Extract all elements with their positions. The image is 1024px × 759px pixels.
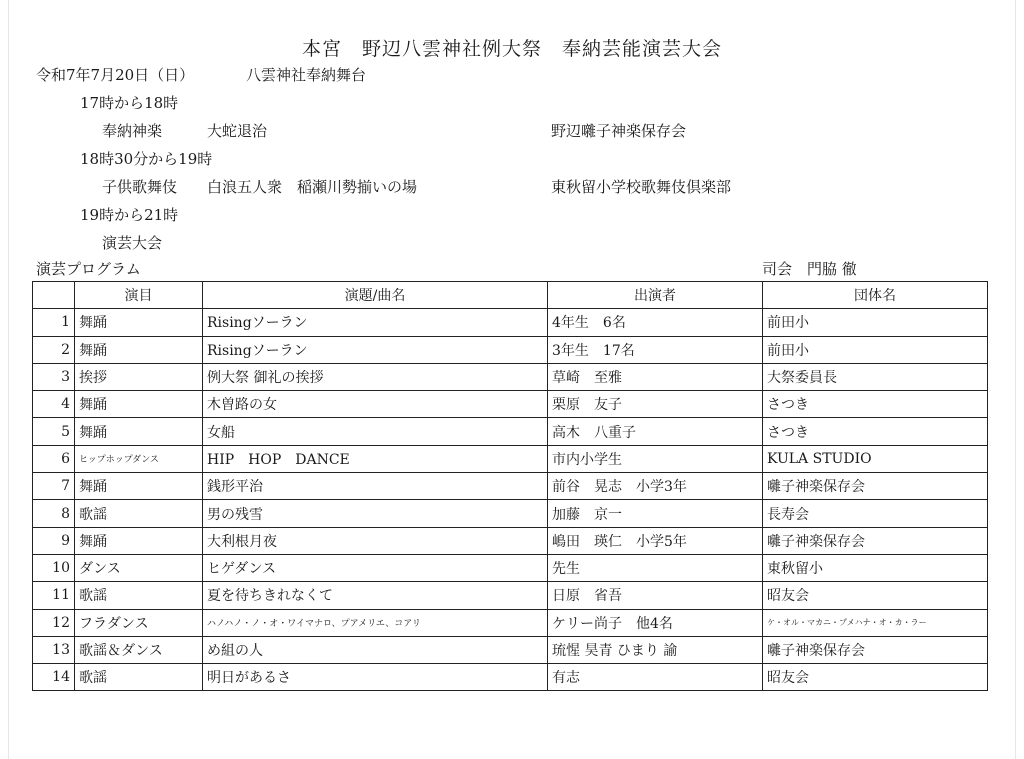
row-genre: 歌謡	[75, 664, 203, 691]
table-row	[33, 500, 988, 527]
row-group: さつき	[763, 391, 988, 418]
table-row	[33, 309, 988, 336]
row-genre: 歌謡	[75, 500, 203, 527]
row-genre: 舞踊	[75, 336, 203, 363]
column-header-genre: 演目	[75, 282, 203, 309]
row-title: ヒゲダンス	[203, 554, 548, 581]
row-group: 前田小	[763, 309, 988, 336]
schedule-time-2: 18時30分から19時	[80, 150, 213, 168]
row-genre: 挨拶	[75, 363, 203, 390]
table-row	[33, 391, 988, 418]
schedule-category-3: 演芸大会	[102, 234, 163, 252]
row-number: 9	[33, 527, 75, 554]
row-title: 例大祭 御礼の挨拶	[203, 363, 548, 390]
row-genre: 舞踊	[75, 473, 203, 500]
schedule-time-3: 19時から21時	[80, 206, 179, 224]
row-performer: 草崎 至雅	[548, 363, 763, 390]
row-number: 1	[33, 309, 75, 336]
schedule-group-1: 野辺囃子神楽保存会	[551, 122, 687, 140]
row-group: 東秋留小	[763, 554, 988, 581]
row-group: さつき	[763, 418, 988, 445]
row-group: 囃子神楽保存会	[763, 527, 988, 554]
row-performer: 加藤 京一	[548, 500, 763, 527]
table-row	[33, 554, 988, 581]
row-title: 夏を待ちきれなくて	[203, 582, 548, 609]
table-header-row	[33, 282, 988, 309]
row-performer: 前谷 晃志 小学3年	[548, 473, 763, 500]
row-genre: 舞踊	[75, 418, 203, 445]
page-title: 本宮 野辺八雲神社例大祭 奉納芸能演芸大会	[301, 38, 722, 60]
program-table	[32, 281, 988, 691]
row-performer: ケリー尚子 他4名	[548, 609, 763, 636]
row-group: 長寿会	[763, 500, 988, 527]
row-performer: 先生	[548, 554, 763, 581]
row-performer: 琉惺 昊青 ひまり 諭	[548, 636, 763, 663]
row-performer: 栗原 友子	[548, 391, 763, 418]
row-genre: 歌謡＆ダンス	[75, 636, 203, 663]
row-group: ケ・オル・マカニ・プメハナ・オ・カ・ラー	[763, 609, 988, 636]
row-performer: 4年生 6名	[548, 309, 763, 336]
row-genre: 歌謡	[75, 582, 203, 609]
row-title: 女船	[203, 418, 548, 445]
column-header-title: 演題/曲名	[203, 282, 548, 309]
row-performer: 有志	[548, 664, 763, 691]
table-row	[33, 664, 988, 691]
column-header-no	[33, 282, 75, 309]
schedule-category-2: 子供歌舞伎	[102, 178, 178, 196]
row-number: 2	[33, 336, 75, 363]
table-row	[33, 527, 988, 554]
schedule-program-2: 白浪五人衆 稲瀬川勢揃いの場	[207, 178, 418, 196]
schedule-group-2: 東秋留小学校歌舞伎倶楽部	[551, 178, 732, 196]
row-group: 昭友会	[763, 664, 988, 691]
row-genre: ヒップホップダンス	[75, 445, 203, 472]
column-header-performer: 出演者	[548, 282, 763, 309]
mc-label: 司会 門脇 徹	[762, 260, 857, 278]
row-group: 前田小	[763, 336, 988, 363]
row-title: 男の残雪	[203, 500, 548, 527]
row-group: 囃子神楽保存会	[763, 636, 988, 663]
schedule-time-1: 17時から18時	[80, 94, 179, 112]
row-performer: 3年生 17名	[548, 336, 763, 363]
row-number: 4	[33, 391, 75, 418]
table-row	[33, 582, 988, 609]
row-genre: 舞踊	[75, 527, 203, 554]
row-genre: ダンス	[75, 554, 203, 581]
row-number: 13	[33, 636, 75, 663]
row-title: 大利根月夜	[203, 527, 548, 554]
table-row	[33, 473, 988, 500]
event-venue: 八雲神社奉納舞台	[246, 66, 367, 84]
row-number: 10	[33, 554, 75, 581]
row-group: 昭友会	[763, 582, 988, 609]
row-number: 6	[33, 445, 75, 472]
row-group: KULA STUDIO	[763, 445, 988, 472]
row-number: 12	[33, 609, 75, 636]
row-title: 明日があるさ	[203, 664, 548, 691]
row-number: 7	[33, 473, 75, 500]
row-title: Risingソーラン	[203, 336, 548, 363]
row-number: 11	[33, 582, 75, 609]
row-title: HIP HOP DANCE	[203, 445, 548, 472]
table-row	[33, 609, 988, 636]
table-row	[33, 445, 988, 472]
row-title: ハノハノ・ノ・オ・ワイマナロ、プアメリエ、コアリ	[203, 609, 548, 636]
row-genre: 舞踊	[75, 309, 203, 336]
row-number: 14	[33, 664, 75, 691]
table-row	[33, 418, 988, 445]
schedule-program-1: 大蛇退治	[207, 122, 268, 140]
table-row	[33, 636, 988, 663]
row-performer: 高木 八重子	[548, 418, 763, 445]
schedule-category-1: 奉納神楽	[102, 122, 163, 140]
row-title: め組の人	[203, 636, 548, 663]
event-date: 令和7年7月20日（日）	[36, 66, 195, 84]
program-label: 演芸プログラム	[36, 260, 141, 278]
column-header-group: 団体名	[763, 282, 988, 309]
row-number: 3	[33, 363, 75, 390]
row-performer: 市内小学生	[548, 445, 763, 472]
table-row	[33, 363, 988, 390]
row-number: 8	[33, 500, 75, 527]
row-title: 木曽路の女	[203, 391, 548, 418]
row-genre: フラダンス	[75, 609, 203, 636]
row-title: Risingソーラン	[203, 309, 548, 336]
row-title: 銭形平治	[203, 473, 548, 500]
row-group: 大祭委員長	[763, 363, 988, 390]
row-genre: 舞踊	[75, 391, 203, 418]
row-number: 5	[33, 418, 75, 445]
row-performer: 嶋田 瑛仁 小学5年	[548, 527, 763, 554]
row-performer: 日原 省吾	[548, 582, 763, 609]
table-row	[33, 336, 988, 363]
row-group: 囃子神楽保存会	[763, 473, 988, 500]
